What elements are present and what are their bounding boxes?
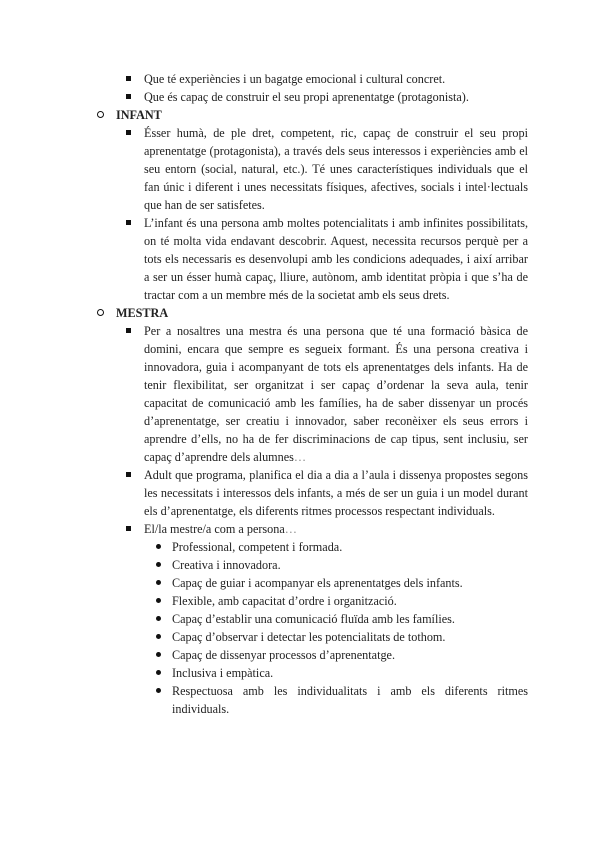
intro-list xyxy=(0,70,600,106)
quality-item xyxy=(0,574,600,592)
quality-item xyxy=(0,592,600,610)
list-item xyxy=(0,520,600,538)
quality-text: Capaç d’establir una comunicació fluïda amb les famílies. xyxy=(172,612,455,626)
circle-bullet-icon xyxy=(97,309,104,316)
list-item-text: Per a nosaltres una mestra és una persona que té una formació bàsica de domini, encara que sempre es segueix formant. És una persona creativa i innovadora, guia i acompanyant de tots els aprenentatges dels infants. Ha de tenir flexibilitat, ser organitzat i ser capaç d’ordenar la seva aula, tenir capacitat de comunicació amb les famílies, ha de saber dissenyar un procés d’aprenentatge, ser creatiu i innovador, saber reconèixer els seus errors i aprendre d’ells, no ha de fer discriminacions de cap tipus, sent inclusiu, ser capaç d’aprendre dels alumnes xyxy=(144,324,528,464)
quality-item xyxy=(0,646,600,664)
circle-bullet-icon xyxy=(97,111,104,118)
infant-list xyxy=(0,124,600,304)
list-item xyxy=(0,466,600,520)
quality-item xyxy=(0,664,600,682)
list-item xyxy=(0,322,600,466)
mestra-list xyxy=(0,322,600,538)
list-item xyxy=(0,214,600,304)
list-item-text: Que té experiències i un bagatge emocional i cultural concret. xyxy=(144,72,446,86)
quality-text: Capaç de guiar i acompanyar els aprenentatges dels infants. xyxy=(172,576,463,590)
quality-text: Flexible, amb capacitat d’ordre i organització. xyxy=(172,594,397,608)
section-heading-infant: INFANT xyxy=(116,108,162,122)
list-item-text: Adult que programa, planifica el dia a dia a l’aula i dissenya propostes segons les necessitats i interessos dels infants, a més de ser un guia i un model durant els d’aprenentatge, els diferents ritmes processos respectant individuals. xyxy=(144,468,528,518)
quality-text: Respectuosa amb les individualitats i amb els diferents ritmes individuals. xyxy=(172,684,528,716)
quality-text: Creativa i innovadora. xyxy=(172,558,281,572)
section-heading-mestra: MESTRA xyxy=(116,306,169,320)
quality-text: Capaç d’observar i detectar les potencialitats de tothom. xyxy=(172,630,446,644)
list-item xyxy=(0,124,600,214)
section-list xyxy=(0,304,600,322)
quality-item xyxy=(0,682,600,718)
quality-item xyxy=(0,538,600,556)
section-mestra xyxy=(0,304,600,322)
qualities-list xyxy=(0,538,600,718)
quality-item xyxy=(0,556,600,574)
list-item-text: El/la mestre/a com a persona xyxy=(144,522,285,536)
section-list xyxy=(0,106,600,124)
quality-text: Inclusiva i empàtica. xyxy=(172,666,274,680)
ellipsis: … xyxy=(293,450,307,464)
ellipsis: … xyxy=(284,522,297,536)
quality-text: Professional, competent i formada. xyxy=(172,540,343,554)
quality-text: Capaç de dissenyar processos d’aprenentatge. xyxy=(172,648,396,662)
quality-item xyxy=(0,610,600,628)
list-item-text: Ésser humà, de ple dret, competent, ric, capaç de construir el seu propi aprenentatge (protagonista), a través dels seus interessos i experiències amb el seu entorn (social, natural, etc.). Té unes característiques individuals que el fan únic i diferent i unes necessitats físiques, afectives, socials i intel·lectuals que han de ser satisfetes. xyxy=(144,126,528,212)
quality-item xyxy=(0,628,600,646)
document-body xyxy=(0,70,600,718)
list-item-text: Que és capaç de construir el seu propi aprenentatge (protagonista). xyxy=(144,90,469,104)
list-item xyxy=(0,70,600,88)
list-item-text: L’infant és una persona amb moltes potencialitats i amb infinites possibilitats, on té molta vida endavant descobrir. Aquest, necessita recursos perquè per a tots els necessaris es desenvolupi amb les condicions adequades, i així arribar a ser un ésser humà capaç, lliure, autònom, amb identitat pròpia i que s’ha de tractar com a un membre més de la societat amb els seus drets. xyxy=(144,216,528,302)
list-item xyxy=(0,88,600,106)
section-infant xyxy=(0,106,600,124)
